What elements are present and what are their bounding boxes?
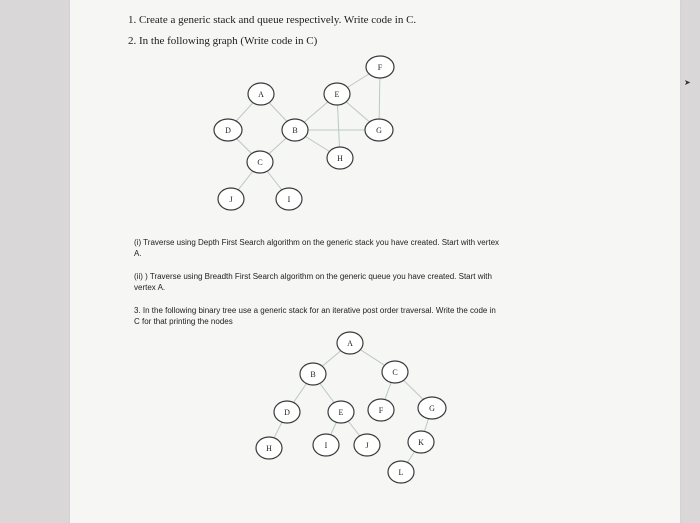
graph-label-H: H: [337, 154, 343, 163]
graph-label-J: J: [229, 195, 233, 204]
question-1: 1. Create a generic stack and queue respectively. Write code in C.: [128, 14, 417, 26]
tree-label-G: G: [429, 404, 435, 413]
cursor-arrow-icon: ➤: [684, 78, 691, 87]
tree-label-H: H: [266, 444, 272, 453]
tree-label-E: E: [338, 408, 344, 417]
question-2-i-line1: (i) Traverse using Depth First Search algorithm on the generic stack you have created. Start with vertex: [134, 238, 500, 247]
question-2-ii-line1: (ii) ) Traverse using Breadth First Search algorithm on the generic queue you have created. Start with: [134, 272, 492, 281]
tree-label-K: K: [418, 438, 424, 447]
graph-label-F: F: [377, 63, 383, 72]
graph-label-A: A: [258, 90, 264, 99]
tree-label-F: F: [378, 406, 384, 415]
tree-label-L: L: [398, 468, 404, 477]
graph-label-G: G: [376, 126, 382, 135]
question-2-ii-line2: vertex A.: [134, 283, 166, 292]
tree-label-C: C: [392, 368, 398, 377]
graph-label-I: I: [287, 195, 291, 204]
tree-label-J: J: [365, 441, 369, 450]
question-2: 2. In the following graph (Write code in C): [128, 35, 318, 47]
tree-label-A: A: [347, 339, 353, 348]
question-3-line1: 3. In the following binary tree use a generic stack for an iterative post order traversal. Write the code in: [134, 306, 496, 315]
graph-label-E: E: [334, 90, 340, 99]
tree-label-D: D: [284, 408, 290, 417]
question-3-line2: C for that printing the nodes: [134, 317, 233, 326]
question-2-i-line2: A.: [134, 249, 142, 258]
graph-label-D: D: [225, 126, 231, 135]
tree-label-I: I: [324, 441, 328, 450]
graph-label-C: C: [257, 158, 263, 167]
graph-label-B: B: [292, 126, 298, 135]
tree-label-B: B: [310, 370, 316, 379]
